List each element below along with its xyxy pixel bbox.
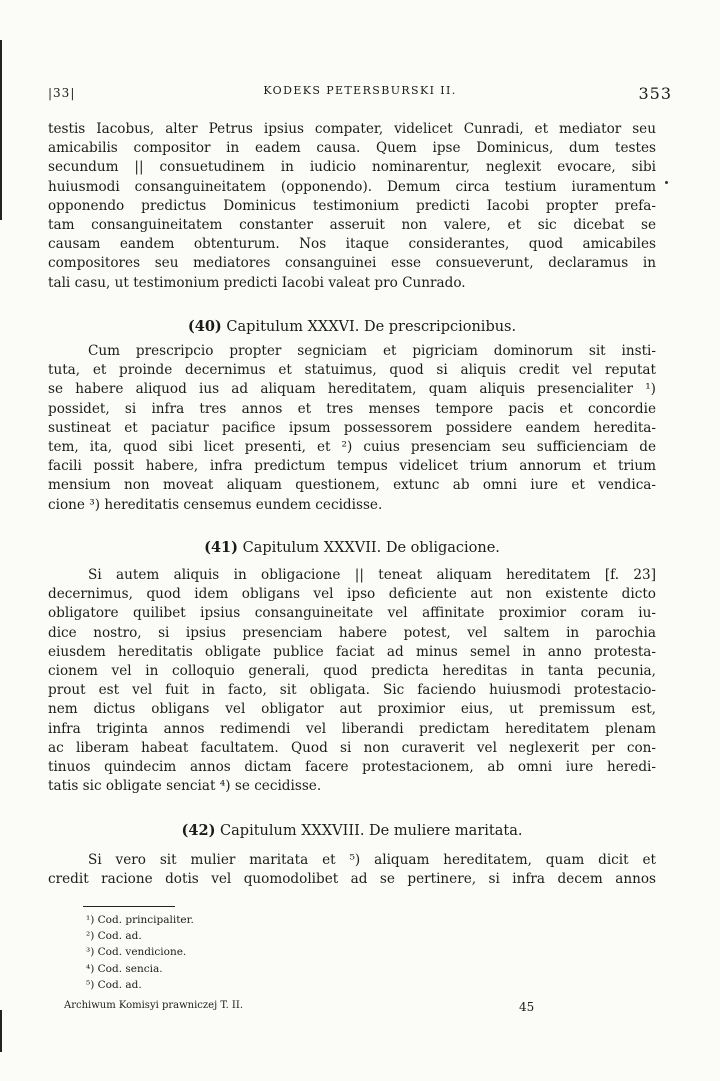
page-footer (64, 1000, 634, 1014)
text-line: tatis sic obligate senciat ⁴) se cecidisse. (48, 778, 322, 795)
text-line: Cum prescripcio propter segniciam et pigriciam dominorum sit insti- (88, 343, 656, 359)
footnote-divider (83, 906, 175, 907)
text-line: prout est vel fuit in facto, sit obligata. Sic faciendo huiusmodi protestacio- (48, 682, 656, 699)
header-section-number: |33| (48, 86, 76, 100)
text-line: tuta, et proinde decernimus et statuimus, quod si aliquis credit vel reputat (48, 362, 656, 379)
text-line: opponendo predictus Dominicus testimonium predicti Iacobi propter prefa- (48, 197, 656, 214)
scan-margin-line (0, 40, 2, 220)
text-line: Si autem aliquis in obligacione || teneat aliquam hereditatem [f. 23] (88, 567, 656, 583)
footnote: ²) Cod. ad. (86, 930, 142, 943)
paragraph-4 (48, 851, 656, 889)
chapter-heading-40 (48, 318, 656, 335)
chapter-heading-42 (48, 822, 656, 839)
text-line: possidet, si infra tres annos et tres menses tempore pacis et concordie (48, 400, 656, 417)
text-line: cionem vel in colloquio generali, quod predicta hereditas in tanta pecunia, (48, 663, 656, 680)
footnote: ⁴) Cod. sencia. (86, 962, 163, 975)
text-line: tam consanguineitatem constanter asseruit non valere, et sic dicebat se (48, 217, 656, 234)
text-line: infra triginta annos redimendi vel liberandi predictam hereditatem plenam (48, 720, 656, 737)
footnote: ⁵) Cod. ad. (86, 978, 142, 991)
chapter-title: Capitulum XXXVII. De obligacione. (242, 540, 500, 556)
text-line: tali casu, ut testimonium predicti Iacobi valeat pro Cunrado. (48, 274, 466, 291)
chapter-number: (42) (181, 822, 216, 839)
footnote: ³) Cod. vendicione. (86, 946, 187, 959)
header-title: KODEKS PETERSBURSKI II. (263, 84, 457, 97)
footnotes (86, 912, 194, 993)
text-line: cione ³) hereditatis censemus eundem cecidisse. (48, 496, 383, 513)
text-line: facili possit habere, infra predictum tempus videlicet trium annorum et trium (48, 458, 656, 475)
chapter-title: Capitulum XXXVIII. De muliere maritata. (220, 823, 523, 839)
chapter-heading-41 (48, 539, 656, 556)
text-line: ac liberam habeat facultatem. Quod si non curaverit vel neglexerit per con- (48, 739, 656, 756)
text-line: Si vero sit mulier maritata et ⁵) aliquam hereditatem, quam dicit et (88, 852, 656, 868)
text-line: sustineat et paciatur pacifice ipsum possessorem possidere eandem heredita- (48, 419, 656, 436)
scan-speck (665, 181, 668, 184)
chapter-title: Capitulum XXXVI. De prescripcionibus. (226, 319, 517, 335)
text-line: testis Iacobus, alter Petrus ipsius compater, videlicet Cunradi, et mediator seu (48, 121, 656, 137)
running-header (48, 82, 672, 106)
text-line: tem, ita, quod sibi licet presenti, et ²) cuius presenciam seu sufficienciam de (48, 439, 656, 456)
text-line: tinuos quindecim annos dictam facere protestacionem, ab omni iure heredi- (48, 759, 656, 776)
text-line: credit racione dotis vel quomodolibet ad se pertinere, si infra decem annos (48, 871, 656, 888)
scan-margin-line-lower (0, 1010, 2, 1052)
text-line: amicabilis compositor in eadem causa. Quem ipse Dominicus, dum testes (48, 140, 656, 157)
text-line: se habere aliquod ius ad aliquam hereditatem, quam aliquis presencialiter ¹) (48, 381, 656, 398)
text-line: compositores seu mediatores consanguinei esse consueverunt, declaramus in (48, 255, 656, 272)
text-line: mensium non moveat aliquam questionem, extunc ab omni iure et vendica- (48, 477, 656, 494)
text-line: causam eandem obtenturum. Nos itaque considerantes, quod amicabiles (48, 236, 656, 253)
text-line: nem dictus obligans vel obligator aut proximior eius, ut premissum est, (48, 701, 656, 718)
footnote: ¹) Cod. principaliter. (86, 914, 194, 926)
text-line: eiusdem hereditatis obligate publice faciat ad minus semel in anno protesta- (48, 643, 656, 660)
text-line: dice nostro, si ipsius presenciam habere potest, vel saltem in parochia (48, 624, 656, 641)
footer-publication: Archiwum Komisyi prawniczej T. II. (64, 1000, 244, 1011)
text-line: decernimus, quod idem obligans vel ipso deficiente aut non existente dicto (48, 586, 656, 603)
text-line: obligatore quilibet ipsius consanguineitate vel affinitate proximior coram iu- (48, 605, 656, 622)
chapter-number: (40) (187, 318, 222, 335)
page-number: 353 (638, 84, 672, 103)
paragraph-3 (48, 566, 656, 796)
text-line: secundum || consuetudinem in iudicio nominarentur, neglexit evocare, sibi (48, 159, 656, 176)
paragraph-2 (48, 342, 656, 515)
paragraph-1 (48, 120, 656, 293)
footer-signature-number: 45 (519, 1000, 535, 1014)
text-line: huiusmodi consanguineitatem (opponendo). Demum circa testium iuramentum (48, 178, 656, 195)
chapter-number: (41) (204, 539, 238, 556)
